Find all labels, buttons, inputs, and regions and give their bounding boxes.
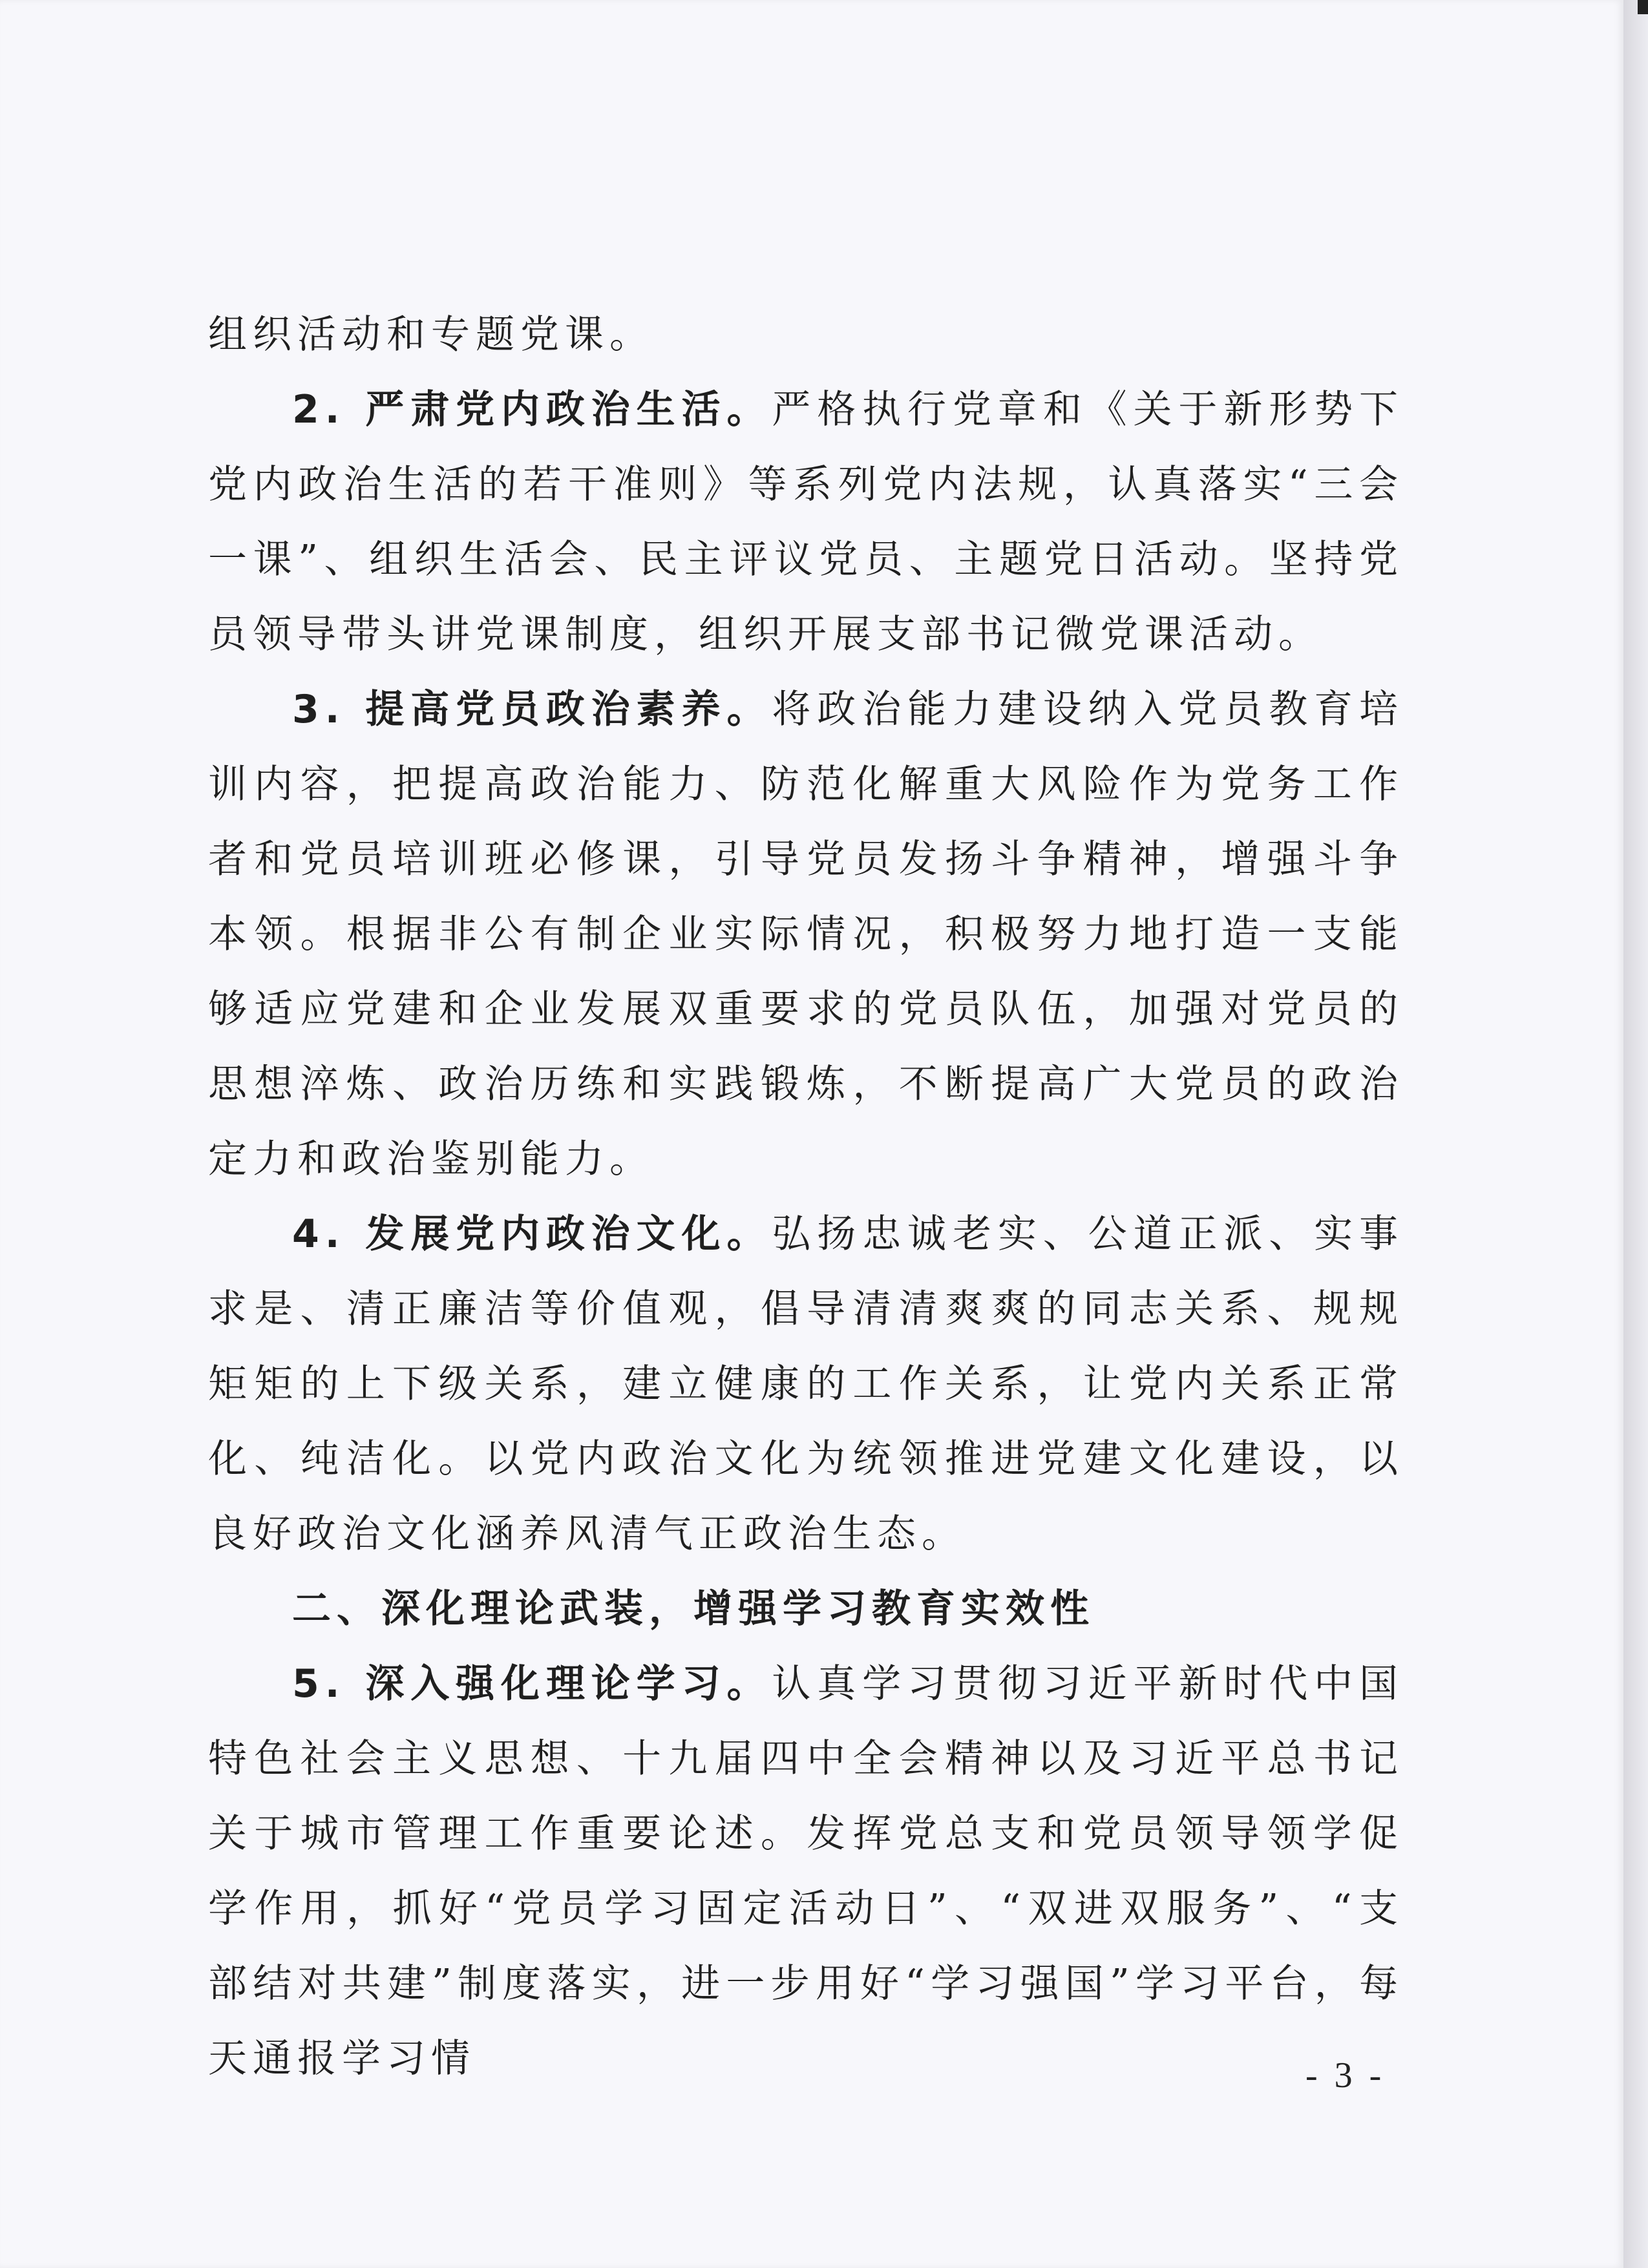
section-heading: 二、深化理论武装，增强学习教育实效性 xyxy=(292,1586,1095,1632)
paragraph-lead: 5. 深入强化理论学习。 xyxy=(292,1661,772,1706)
paragraph-item-5 xyxy=(208,1646,1404,2096)
paragraph-item-2 xyxy=(208,372,1404,672)
paragraph-text: 将政治能力建设纳入党员教育培训内容，把提高政治能力、防范化解重大风险作为党务工作者和党员培训班必修课，引导党员发扬斗争精神，增强斗争本领。根据非公有制企业实际情况，积极努力地打造一支能够适应党建和企业发展双重要求的党员队伍，加强对党员的思想淬炼、政治历练和实践锻炼，不断提高广大党员的政治定力和政治鉴别能力。 xyxy=(208,687,1404,1182)
corner-mark xyxy=(1638,0,1648,14)
paragraph-lead: 3. 提高党员政治素养。 xyxy=(292,687,772,732)
paragraph-text: 组织活动和专题党课。 xyxy=(208,312,654,357)
paragraph-text: 弘扬忠诚老实、公道正派、实事求是、清正廉洁等价值观，倡导清清爽爽的同志关系、规规矩矩的上下级关系，建立健康的工作关系，让党内关系正常化、纯洁化。以党内政治文化为统领推进党建文化建设，以良好政治文化涵养风清气正政治生态。 xyxy=(208,1212,1404,1557)
paragraph-continuation xyxy=(208,297,1404,372)
page-number: - 3 - xyxy=(1305,2055,1386,2095)
paragraph-item-3 xyxy=(208,672,1404,1197)
paragraph-item-4 xyxy=(208,1197,1404,1571)
paragraph-lead: 2. 严肃党内政治生活。 xyxy=(292,387,772,432)
page-edge xyxy=(1623,0,1648,2268)
paragraph-lead: 4. 发展党内政治文化。 xyxy=(292,1212,772,1257)
document-body xyxy=(208,297,1404,2096)
paragraph-text: 严格执行党章和《关于新形势下党内政治生活的若干准则》等系列党内法规，认真落实“三会一课”、组织生活会、民主评议党员、主题党日活动。坚持党员领导带头讲党课制度，组织开展支部书记微党课活动。 xyxy=(208,387,1404,657)
paragraph-text: 认真学习贯彻习近平新时代中国特色社会主义思想、十九届四中全会精神以及习近平总书记关于城市管理工作重要论述。发挥党总支和党员领导领学促学作用，抓好“党员学习固定活动日”、“双进双服务”、“支部结对共建”制度落实，进一步用好“学习强国”学习平台，每天通报学习情 xyxy=(208,1661,1404,2081)
